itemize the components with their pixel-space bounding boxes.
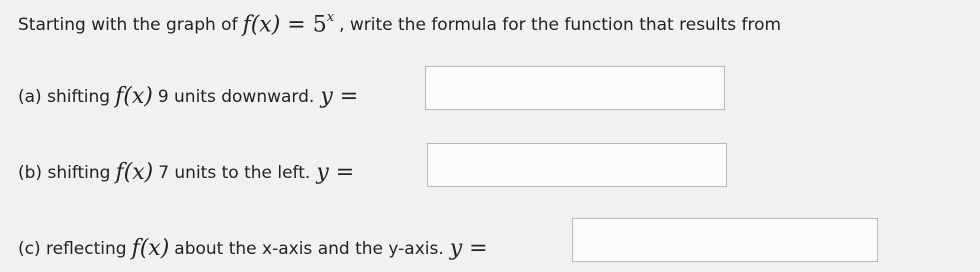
function-definition bbox=[243, 12, 335, 37]
part-b-equals: y = bbox=[316, 160, 355, 185]
part-c-label: (c) reflecting bbox=[18, 238, 127, 259]
intro-text-after: , write the formula for the function that results from bbox=[339, 14, 782, 35]
part-a-prompt bbox=[18, 84, 358, 109]
part-a-function: f(x) bbox=[115, 84, 153, 109]
part-c-text: about the x-axis and the y-axis. bbox=[174, 238, 444, 259]
function-equals: = 5 bbox=[287, 12, 327, 38]
part-b-answer-input[interactable] bbox=[427, 143, 727, 187]
part-b-prompt bbox=[18, 160, 354, 185]
part-c-function: f(x) bbox=[131, 236, 170, 261]
part-c-equals: y = bbox=[449, 236, 488, 261]
part-b-label: (b) shifting bbox=[18, 162, 111, 183]
part-b-function: f(x) bbox=[115, 160, 154, 185]
function-exponent: x bbox=[326, 10, 335, 25]
part-a-label: (a) shifting bbox=[18, 86, 111, 107]
problem-intro bbox=[18, 12, 781, 37]
function-lhs: f(x) bbox=[242, 12, 281, 38]
part-a-text: 9 units downward. bbox=[157, 86, 315, 107]
part-a-equals: y = bbox=[320, 84, 359, 109]
part-c-prompt bbox=[18, 236, 488, 261]
part-a-answer-input[interactable] bbox=[425, 66, 725, 110]
part-b-text: 7 units to the left. bbox=[158, 162, 311, 183]
part-c-answer-input[interactable] bbox=[572, 218, 878, 262]
intro-text-before: Starting with the graph of bbox=[18, 14, 238, 35]
